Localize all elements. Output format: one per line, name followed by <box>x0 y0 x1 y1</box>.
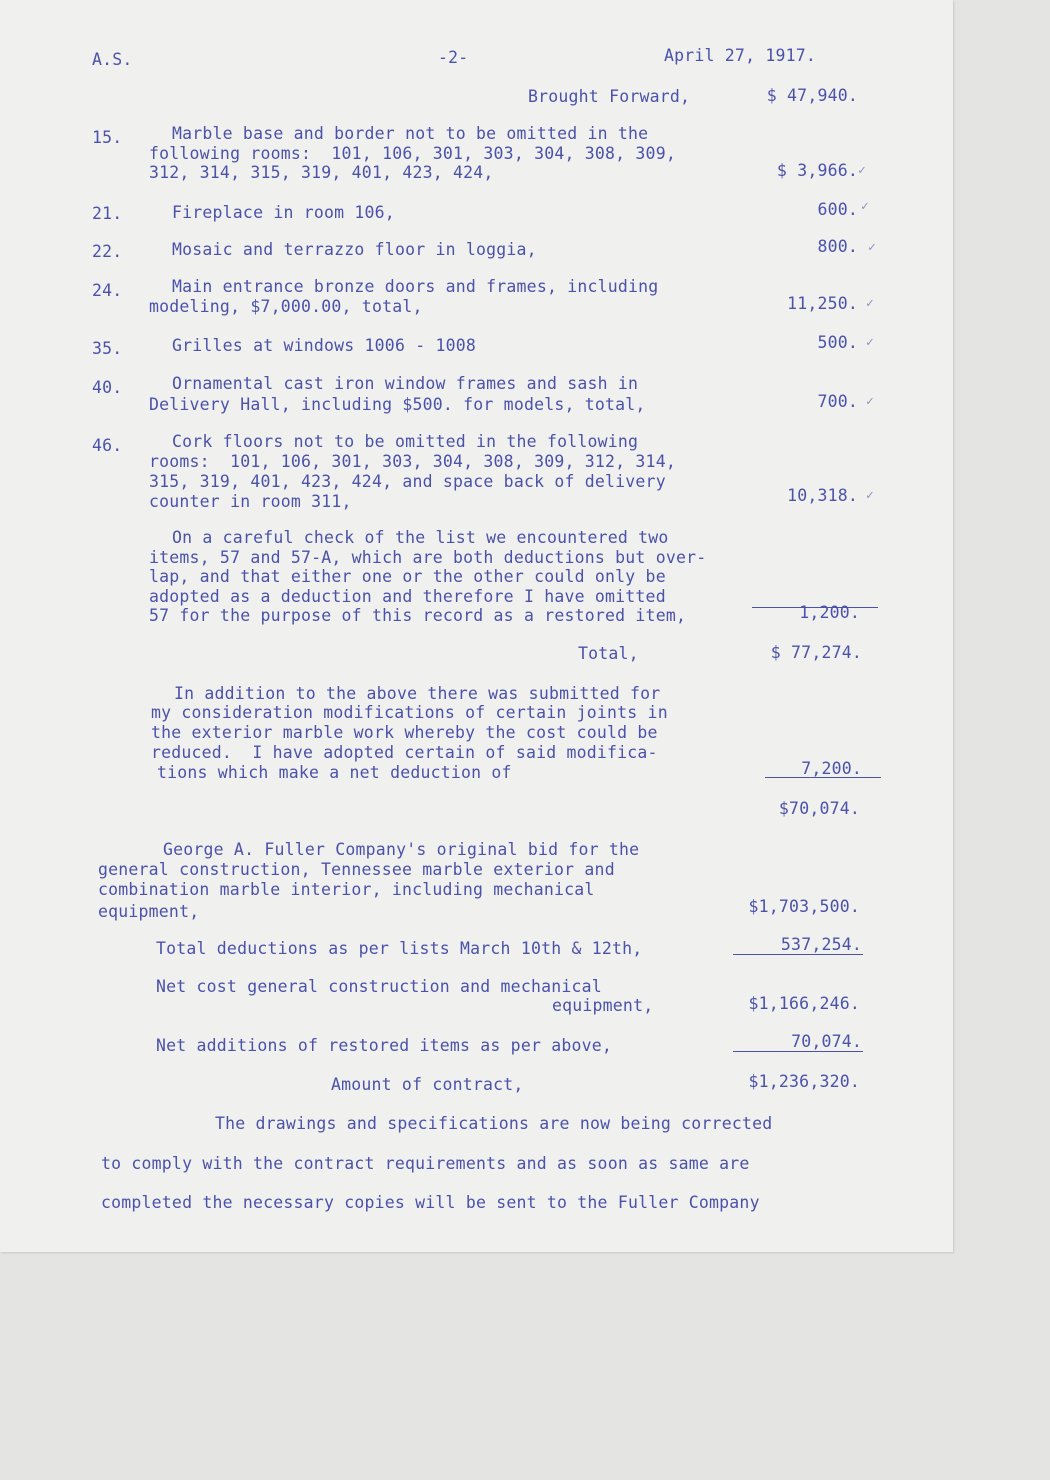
net-restored-amount: $70,074. <box>778 799 860 818</box>
header-initials: A.S. <box>92 50 133 69</box>
net-cost-line: Net cost general construction and mechanical <box>156 977 602 996</box>
brought-forward-label: Brought Forward, <box>528 87 691 106</box>
item-amount: 11,250. <box>787 294 858 313</box>
brought-forward-amount: $ 47,940. <box>766 86 858 105</box>
note-line: items, 57 and 57-A, which are both deductions but over- <box>149 548 707 567</box>
addition-line: my consideration modifications of certain joints in <box>151 703 668 722</box>
item-amount: 800. <box>817 237 858 256</box>
item-number: 40. <box>92 378 123 397</box>
item-amount: 600. <box>817 200 858 219</box>
closing-line: completed the necessary copies will be sent to the Fuller Company <box>101 1193 760 1212</box>
page-number: -2- <box>438 48 469 67</box>
note-amount: 1,200. <box>799 603 860 622</box>
item-text-line: modeling, $7,000.00, total, <box>149 297 423 316</box>
net-cost-amount: $1,166,246. <box>748 994 860 1013</box>
item-text-line: Main entrance bronze doors and frames, including <box>172 277 659 296</box>
check-mark-icon: ✓ <box>866 394 874 409</box>
item-text-line: Marble base and border not to be omitted in the <box>172 124 649 143</box>
note-line: adopted as a deduction and therefore I have omitted <box>149 587 666 606</box>
item-text-line: counter in room 311, <box>149 492 352 511</box>
item-text-line: 312, 314, 315, 319, 401, 423, 424, <box>149 163 494 182</box>
check-mark-icon: ✓ <box>866 335 874 350</box>
item-number: 22. <box>92 242 123 261</box>
fuller-line: general construction, Tennessee marble exterior and <box>98 860 615 879</box>
contract-label: Amount of contract, <box>331 1075 524 1094</box>
addition-line: In addition to the above there was submitted for <box>174 684 661 703</box>
item-number: 24. <box>92 281 123 300</box>
check-mark-icon: ✓ <box>866 296 874 311</box>
deductions-amount: 537,254. <box>780 935 862 954</box>
check-mark-icon: ✓ <box>858 163 866 178</box>
item-text-line: rooms: 101, 106, 301, 303, 304, 308, 309, 312, 314, <box>149 452 676 471</box>
contract-amount: $1,236,320. <box>748 1072 860 1091</box>
item-amount: $ 3,966. <box>776 161 858 180</box>
item-number: 46. <box>92 436 123 455</box>
addition-line: the exterior marble work whereby the cost could be <box>151 723 658 742</box>
item-text-line: Cork floors not to be omitted in the following <box>172 432 639 451</box>
item-text-line: 315, 319, 401, 423, 424, and space back of delivery <box>149 472 666 491</box>
net-additions-label: Net additions of restored items as per above, <box>156 1036 613 1055</box>
item-amount: 700. <box>817 392 858 411</box>
note-line: On a careful check of the list we encountered two <box>172 528 669 547</box>
item-number: 21. <box>92 204 123 223</box>
item-number: 35. <box>92 339 123 358</box>
item-text-line: Grilles at windows 1006 - 1008 <box>172 336 477 355</box>
item-text-line: Delivery Hall, including $500. for models, total, <box>149 395 646 414</box>
item-text-line: Ornamental cast iron window frames and sash in <box>172 374 639 393</box>
item-text-line: Mosaic and terrazzo floor in loggia, <box>172 240 537 259</box>
addition-line: reduced. I have adopted certain of said modifica- <box>151 743 658 762</box>
net-additions-amount: 70,074. <box>791 1032 862 1051</box>
item-text-line: Fireplace in room 106, <box>172 203 395 222</box>
note-line: lap, and that either one or the other could only be <box>149 567 666 586</box>
check-mark-icon: ✓ <box>866 488 874 503</box>
closing-line: The drawings and specifications are now being corrected <box>215 1114 773 1133</box>
total-amount: $ 77,274. <box>770 643 862 662</box>
fuller-line: equipment, <box>98 902 200 921</box>
net-cost-line: equipment, <box>552 996 654 1015</box>
fuller-line: George A. Fuller Company's original bid for the <box>163 840 640 859</box>
note-line: 57 for the purpose of this record as a restored item, <box>149 606 687 625</box>
letter-date: April 27, 1917. <box>664 46 817 65</box>
closing-line: to comply with the contract requirements and as soon as same are <box>101 1154 750 1173</box>
deductions-label: Total deductions as per lists March 10th & 12th, <box>156 939 643 958</box>
item-number: 15. <box>92 128 123 147</box>
addition-line: tions which make a net deduction of <box>157 763 512 782</box>
addition-amount: 7,200. <box>801 759 862 778</box>
item-amount: 500. <box>817 333 858 352</box>
check-mark-icon: ✓ <box>868 240 876 255</box>
fuller-line: combination marble interior, including mechanical <box>98 880 595 899</box>
total-label: Total, <box>578 644 639 663</box>
check-mark-icon: ✓ <box>861 199 869 214</box>
fuller-bid-amount: $1,703,500. <box>748 897 860 916</box>
item-amount: 10,318. <box>787 486 858 505</box>
item-text-line: following rooms: 101, 106, 301, 303, 304, 308, 309, <box>149 144 676 163</box>
